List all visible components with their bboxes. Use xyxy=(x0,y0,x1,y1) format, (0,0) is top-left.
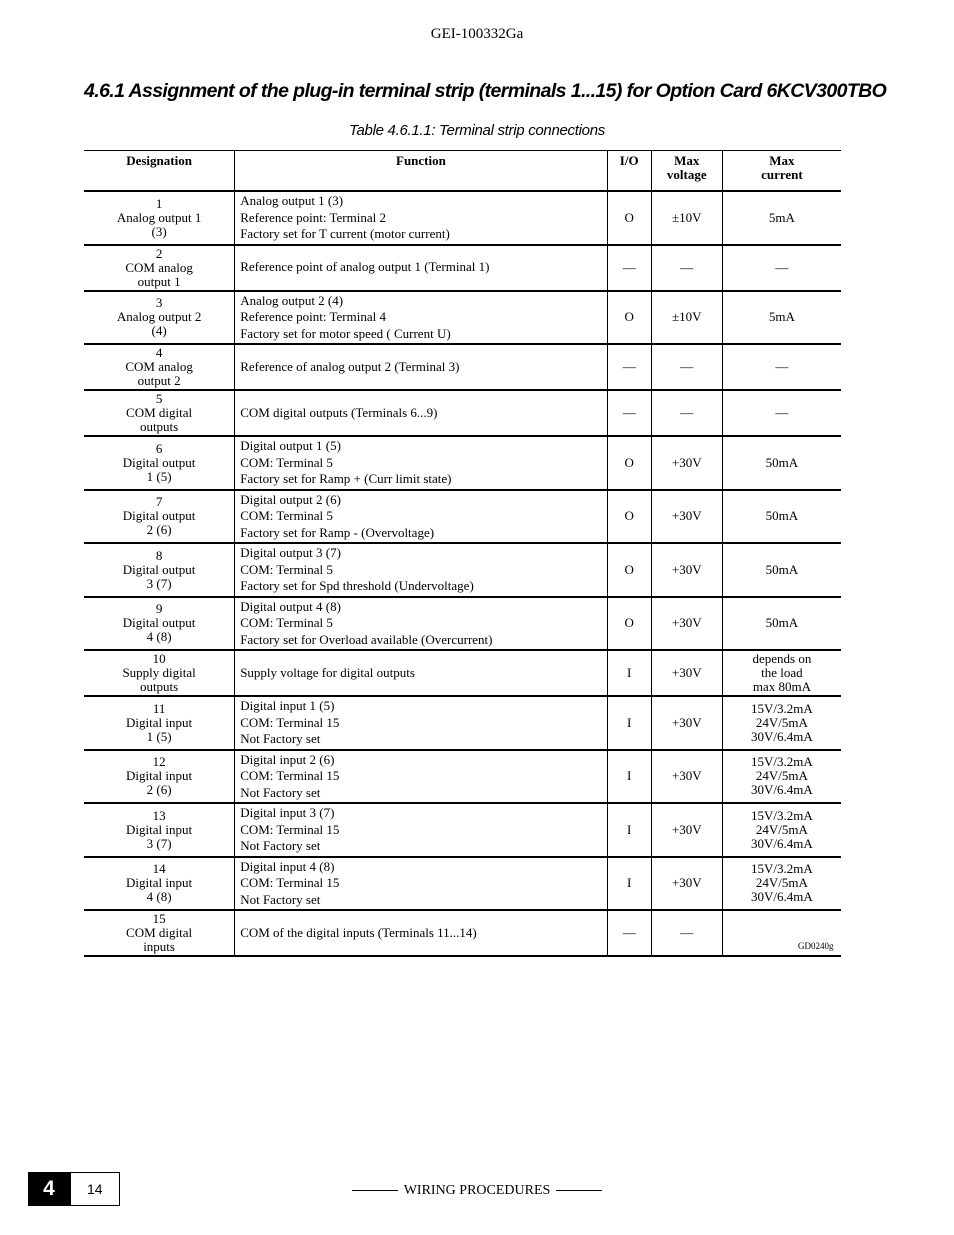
designation-cell xyxy=(84,543,235,597)
footer-rule-right xyxy=(556,1190,602,1191)
max-current-cell xyxy=(722,750,841,804)
designation-cell-line: 5 xyxy=(155,391,163,406)
function-cell-line: COM: Terminal 5 xyxy=(240,508,333,523)
designation-cell-line: 2 xyxy=(155,245,163,261)
io-cell: — xyxy=(607,910,651,956)
function-cell-line: Analog output 1 (3) xyxy=(240,193,344,208)
max-current-cell-line: the load xyxy=(761,665,803,680)
function-cell-line: Not Factory set xyxy=(240,731,321,746)
function-cell-line: Not Factory set xyxy=(240,838,321,853)
function-cell-line: COM: Terminal 15 xyxy=(240,768,340,783)
designation-cell-line: outputs xyxy=(139,419,179,434)
table-caption: Table 4.6.1.1: Terminal strip connections xyxy=(349,122,605,139)
max-current-cell xyxy=(722,191,841,245)
max-current-cell-line: 24V/5mA xyxy=(755,875,808,891)
max-current-cell-line: 50mA xyxy=(765,615,799,631)
designation-cell-line: 2 (6) xyxy=(146,782,172,798)
designation-cell-line: 1 (5) xyxy=(146,728,172,744)
io-cell: O xyxy=(607,436,651,490)
max-current-cell-line: 30V/6.4mA xyxy=(751,728,813,744)
header-max-voltage-line: voltage xyxy=(666,167,707,182)
function-cell-line: Digital input 1 (5) xyxy=(240,698,335,713)
designation-cell-line: output 2 xyxy=(137,373,181,388)
designation-cell-line: (4) xyxy=(151,323,167,339)
max-voltage-cell: +30V xyxy=(651,696,722,750)
designation-cell-line: inputs xyxy=(143,939,175,954)
function-cell-line: Reference of analog output 2 (Terminal 3) xyxy=(240,358,460,374)
designation-cell xyxy=(84,650,235,696)
table-row xyxy=(84,291,841,345)
max-current-cell-line: depends on xyxy=(752,651,812,666)
designation-cell xyxy=(84,390,235,436)
max-voltage-cell: +30V xyxy=(651,490,722,544)
function-cell xyxy=(235,910,607,956)
max-voltage-cell: +30V xyxy=(651,597,722,651)
max-voltage-cell: +30V xyxy=(651,857,722,911)
function-cell-line: Digital output 4 (8) xyxy=(240,598,341,614)
designation-cell-line: 8 xyxy=(155,547,163,563)
max-current-cell-line: 24V/5mA xyxy=(755,821,808,837)
designation-cell-line: 11 xyxy=(152,700,166,716)
max-voltage-cell: +30V xyxy=(651,650,722,696)
function-cell xyxy=(235,750,607,804)
designation-cell-line: 3 xyxy=(155,295,163,311)
designation-cell-line: COM digital xyxy=(126,405,193,420)
max-voltage-cell: — xyxy=(651,390,722,436)
max-current-cell xyxy=(722,490,841,544)
max-current-cell-line: 30V/6.4mA xyxy=(751,889,813,905)
table-row xyxy=(84,245,841,291)
designation-cell-line: 12 xyxy=(152,754,166,770)
designation-cell-line: Digital input xyxy=(126,821,193,837)
max-voltage-cell: — xyxy=(651,245,722,291)
header-max-voltage xyxy=(651,151,722,192)
io-cell: O xyxy=(607,543,651,597)
max-current-cell xyxy=(722,390,841,436)
table-row xyxy=(84,910,841,956)
table-row xyxy=(84,543,841,597)
max-voltage-cell: — xyxy=(651,910,722,956)
function-cell-line: Not Factory set xyxy=(240,784,321,800)
designation-cell-line: 1 (5) xyxy=(146,468,172,484)
max-current-cell xyxy=(722,857,841,911)
header-max-voltage-line: Max xyxy=(674,153,700,168)
table-row xyxy=(84,803,841,857)
designation-cell-line: Analog output 2 xyxy=(116,309,202,325)
designation-cell-line: 15 xyxy=(152,911,166,926)
io-cell: O xyxy=(607,291,651,345)
table-row xyxy=(84,191,841,245)
io-cell: O xyxy=(607,191,651,245)
designation-cell xyxy=(84,191,235,245)
function-cell xyxy=(235,597,607,651)
io-cell: I xyxy=(607,803,651,857)
drawing-code: GD0240g xyxy=(798,941,834,951)
designation-cell-line: 1 xyxy=(155,195,163,211)
max-current-cell-line: 24V/5mA xyxy=(755,714,808,730)
max-current-cell xyxy=(722,650,841,696)
function-cell-line: Analog output 2 (4) xyxy=(240,292,344,308)
footer-title-text: WIRING PROCEDURES xyxy=(403,1183,551,1198)
header-function: Function xyxy=(235,151,607,192)
terminal-strip-table xyxy=(84,150,841,957)
designation-cell-line: Digital input xyxy=(126,768,193,784)
max-current-cell-line: 15V/3.2mA xyxy=(751,700,813,716)
max-voltage-cell: — xyxy=(651,344,722,390)
designation-cell-line: COM digital xyxy=(126,925,193,940)
designation-cell-line: (3) xyxy=(151,223,167,239)
designation-cell-line: 10 xyxy=(152,651,166,666)
designation-cell-line: Digital output xyxy=(122,508,196,524)
max-current-cell-line: 15V/3.2mA xyxy=(751,807,813,823)
table-row xyxy=(84,390,841,436)
function-cell-line: Digital input 3 (7) xyxy=(240,805,335,820)
function-cell-line: COM: Terminal 15 xyxy=(240,821,340,837)
function-cell xyxy=(235,390,607,436)
designation-cell-line: 4 (8) xyxy=(146,889,172,905)
document-id: GEI-100332Ga xyxy=(430,26,524,42)
chapter-tab: 4 xyxy=(28,1172,70,1206)
designation-cell xyxy=(84,490,235,544)
max-current-cell-line: 50mA xyxy=(765,454,799,470)
designation-cell-line: COM analog xyxy=(125,259,193,275)
function-cell-line: Supply voltage for digital outputs xyxy=(240,664,415,680)
max-voltage-cell: ±10V xyxy=(651,191,722,245)
page-number: 14 xyxy=(87,1181,103,1197)
designation-cell-line: 2 (6) xyxy=(146,522,172,538)
function-cell-line: Digital output 1 (5) xyxy=(240,438,341,453)
max-voltage-cell: ±10V xyxy=(651,291,722,345)
max-current-cell-line: 50mA xyxy=(765,561,799,577)
max-current-cell xyxy=(722,245,841,291)
function-cell-line: COM of the digital inputs (Terminals 11...14) xyxy=(240,924,477,940)
max-voltage-cell: +30V xyxy=(651,436,722,490)
io-cell: — xyxy=(607,390,651,436)
function-cell-line: Factory set for Ramp - (Overvoltage) xyxy=(240,524,435,540)
designation-cell-line: 3 (7) xyxy=(146,575,172,591)
function-cell xyxy=(235,245,607,291)
table-header-row xyxy=(84,151,841,192)
designation-cell xyxy=(84,910,235,956)
function-cell-line: Reference point: Terminal 4 xyxy=(240,309,386,324)
table-row xyxy=(84,696,841,750)
io-cell: I xyxy=(607,857,651,911)
max-current-cell-line: — xyxy=(775,359,789,374)
max-current-cell-line: 30V/6.4mA xyxy=(751,782,813,798)
function-cell-line: COM: Terminal 5 xyxy=(240,561,333,577)
footer-title xyxy=(0,1183,954,1199)
designation-cell xyxy=(84,597,235,651)
designation-cell xyxy=(84,436,235,490)
max-current-cell-line: 50mA xyxy=(765,508,799,524)
max-current-cell xyxy=(722,803,841,857)
designation-cell-line: output 1 xyxy=(137,273,181,289)
function-cell-line: Factory set for Ramp + (Curr limit state) xyxy=(240,471,452,486)
function-cell xyxy=(235,344,607,390)
function-cell-line: Digital input 4 (8) xyxy=(240,858,335,874)
header-max-current-line: current xyxy=(761,167,803,182)
table-row xyxy=(84,597,841,651)
table-row xyxy=(84,750,841,804)
function-cell xyxy=(235,291,607,345)
io-cell: — xyxy=(607,344,651,390)
function-cell-line: Digital input 2 (6) xyxy=(240,751,335,767)
designation-cell-line: 9 xyxy=(155,601,163,617)
designation-cell xyxy=(84,750,235,804)
io-cell: I xyxy=(607,696,651,750)
function-cell-line: Factory set for Overload available (Overcurrent) xyxy=(240,631,493,647)
designation-cell xyxy=(84,803,235,857)
table-row xyxy=(84,344,841,390)
designation-cell-line: 3 (7) xyxy=(146,835,172,851)
max-current-cell xyxy=(722,436,841,490)
footer-rule-left xyxy=(352,1190,398,1191)
designation-cell-line: 13 xyxy=(152,807,166,823)
max-current-cell-line: — xyxy=(775,259,789,275)
table-row xyxy=(84,857,841,911)
io-cell: I xyxy=(607,750,651,804)
table-row xyxy=(84,650,841,696)
header-max-current-line: Max xyxy=(769,153,795,168)
max-current-cell-line: 5mA xyxy=(768,309,795,325)
function-cell-line: COM digital outputs (Terminals 6...9) xyxy=(240,404,438,420)
table-row xyxy=(84,436,841,490)
function-cell xyxy=(235,543,607,597)
max-voltage-cell: +30V xyxy=(651,803,722,857)
designation-cell-line: 6 xyxy=(155,440,163,456)
function-cell xyxy=(235,803,607,857)
max-current-cell xyxy=(722,344,841,390)
designation-cell xyxy=(84,245,235,291)
designation-cell-line: Digital output xyxy=(122,615,196,631)
function-cell xyxy=(235,696,607,750)
designation-cell-line: Digital input xyxy=(126,714,193,730)
function-cell-line: COM: Terminal 5 xyxy=(240,454,333,470)
section-heading: 4.6.1 Assignment of the plug-in terminal strip (terminals 1...15) for Option Card 6KCV300TBO xyxy=(84,80,887,102)
max-current-cell-line: — xyxy=(775,405,789,420)
table-row xyxy=(84,490,841,544)
function-cell-line: Not Factory set xyxy=(240,891,321,907)
designation-cell-line: Digital output xyxy=(122,454,196,470)
io-cell: O xyxy=(607,597,651,651)
max-current-cell xyxy=(722,291,841,345)
function-cell-line: Factory set for T current (motor current) xyxy=(240,226,450,241)
designation-cell xyxy=(84,291,235,345)
function-cell-line: Factory set for motor speed ( Current U) xyxy=(240,325,451,341)
designation-cell xyxy=(84,857,235,911)
io-cell: I xyxy=(607,650,651,696)
max-current-cell xyxy=(722,597,841,651)
function-cell-line: COM: Terminal 15 xyxy=(240,714,340,730)
function-cell-line: Reference point of analog output 1 (Terminal 1) xyxy=(240,259,490,275)
max-current-cell-line: 5mA xyxy=(768,209,795,225)
function-cell-line: COM: Terminal 5 xyxy=(240,615,333,630)
max-current-cell-line: 15V/3.2mA xyxy=(751,861,813,877)
max-current-cell xyxy=(722,696,841,750)
max-current-cell-line: max 80mA xyxy=(752,679,811,694)
designation-cell-line: Supply digital xyxy=(122,665,196,680)
header-io: I/O xyxy=(607,151,651,192)
designation-cell-line: Analog output 1 xyxy=(116,209,202,225)
function-cell xyxy=(235,857,607,911)
header-designation: Designation xyxy=(84,151,235,192)
function-cell-line: Digital output 2 (6) xyxy=(240,491,341,507)
designation-cell-line: Digital output xyxy=(122,561,196,577)
function-cell xyxy=(235,436,607,490)
designation-cell-line: 14 xyxy=(152,861,166,877)
max-current-cell-line: 24V/5mA xyxy=(755,768,808,784)
designation-cell-line: outputs xyxy=(139,679,179,694)
max-current-cell xyxy=(722,543,841,597)
function-cell-line: Reference point: Terminal 2 xyxy=(240,209,386,225)
function-cell-line: COM: Terminal 15 xyxy=(240,875,340,890)
max-voltage-cell: +30V xyxy=(651,543,722,597)
designation-cell-line: 7 xyxy=(155,494,163,510)
io-cell: O xyxy=(607,490,651,544)
designation-cell-line: 4 (8) xyxy=(146,629,172,645)
max-voltage-cell: +30V xyxy=(651,750,722,804)
designation-cell-line: Digital input xyxy=(126,875,193,891)
designation-cell xyxy=(84,344,235,390)
max-current-cell-line: 30V/6.4mA xyxy=(751,835,813,851)
designation-cell-line: 4 xyxy=(155,345,163,360)
function-cell xyxy=(235,490,607,544)
function-cell xyxy=(235,191,607,245)
table-body xyxy=(84,191,841,956)
io-cell: — xyxy=(607,245,651,291)
function-cell-line: Factory set for Spd threshold (Undervoltage) xyxy=(240,578,474,593)
function-cell-line: Digital output 3 (7) xyxy=(240,545,341,560)
function-cell xyxy=(235,650,607,696)
max-current-cell-line: 15V/3.2mA xyxy=(751,754,813,770)
designation-cell-line: COM analog xyxy=(125,359,193,374)
header-max-current xyxy=(722,151,841,192)
designation-cell xyxy=(84,696,235,750)
